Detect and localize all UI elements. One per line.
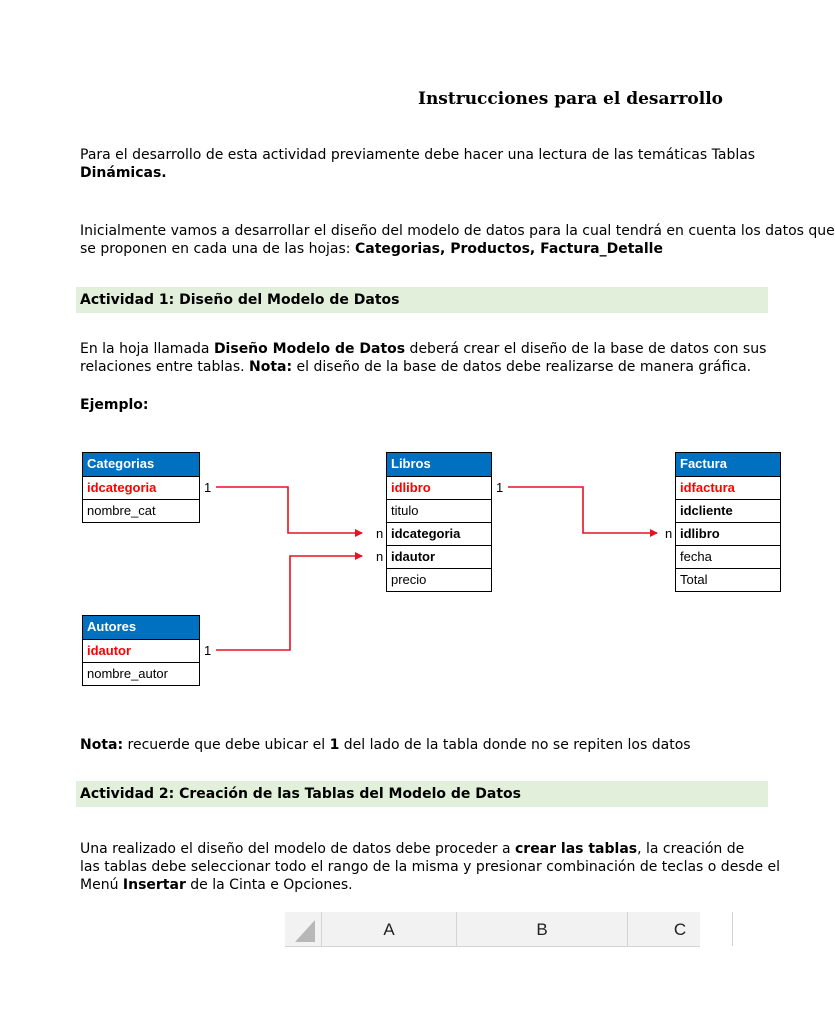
example-label: Ejemplo: xyxy=(80,397,149,413)
section-1-band-extension xyxy=(700,287,768,313)
activity-2-paragraph xyxy=(80,840,780,894)
activity-1-line-2-suffix: el diseño de la base de datos debe realizarse de manera gráfica. xyxy=(292,359,752,375)
arrow-categorias-to-libros xyxy=(216,487,362,533)
insert-menu-bold: Insertar xyxy=(122,877,186,893)
note-paragraph xyxy=(80,736,691,754)
arrow-autores-to-libros xyxy=(216,556,362,650)
spreadsheet-column-header xyxy=(285,912,700,947)
foreign-key-field: idcliente xyxy=(676,499,780,522)
activity-1-line-2-prefix: relaciones entre tablas. xyxy=(80,359,250,375)
primary-key-field: idfactura xyxy=(676,476,780,499)
select-all-corner[interactable] xyxy=(285,912,322,946)
section-1-title: Actividad 1: Diseño del Modelo de Datos xyxy=(80,292,400,308)
page-title: Instrucciones para el desarrollo xyxy=(418,89,723,109)
activity-1-line-1-prefix: En la hoja llamada xyxy=(80,341,214,357)
table-header: Libros xyxy=(387,453,491,476)
activity-2-line-2: las tablas debe seleccionar todo el rango de la misma y presionar combinación de teclas o desde el xyxy=(80,859,781,875)
design-line-2-prefix: se proponen en cada una de las hojas: xyxy=(80,241,355,257)
note-text-2: del lado de la tabla donde no se repiten los datos xyxy=(339,737,691,753)
primary-key-field: idlibro xyxy=(387,476,491,499)
sheet-names: Categorias, Productos, Factura_Detalle xyxy=(354,241,663,257)
note-one: 1 xyxy=(329,737,340,753)
table-header: Factura xyxy=(676,453,780,476)
create-tables-bold: crear las tablas xyxy=(514,841,638,857)
activity-2-line-3-prefix: Menú xyxy=(80,877,123,893)
activity-2-line-1-suffix: , la creación de xyxy=(637,841,745,857)
table-field: fecha xyxy=(676,545,780,568)
column-header-b[interactable]: B xyxy=(457,912,628,946)
table-field: nombre_autor xyxy=(83,662,199,685)
table-header: Categorias xyxy=(83,453,199,476)
activity-2-line-3-suffix: de la Cinta e Opciones. xyxy=(185,877,353,893)
foreign-key-field: idcategoria xyxy=(387,522,491,545)
activity-2-line-1-prefix: Una realizado el diseño del modelo de datos debe proceder a xyxy=(80,841,515,857)
cardinality-one: 1 xyxy=(204,643,212,658)
table-field: titulo xyxy=(387,499,491,522)
section-2-title: Actividad 2: Creación de las Tablas del Modelo de Datos xyxy=(80,786,521,802)
table-categorias xyxy=(82,452,200,523)
primary-key-field: idautor xyxy=(83,639,199,662)
table-factura xyxy=(675,452,781,592)
column-header-a[interactable]: A xyxy=(322,912,457,946)
note-label: Nota: xyxy=(80,737,124,753)
intro-line-2-bold: Dinámicas. xyxy=(80,165,167,181)
arrow-libros-to-factura xyxy=(508,487,657,533)
activity-1-line-1-suffix: deberá crear el diseño de la base de datos con sus xyxy=(405,341,767,357)
table-libros xyxy=(386,452,492,592)
intro-line-1: Para el desarrollo de esta actividad previamente debe hacer una lectura de las temáticas Tablas xyxy=(80,147,756,163)
table-autores xyxy=(82,615,200,686)
cardinality-one: 1 xyxy=(496,480,504,495)
note-text-1: recuerde que debe ubicar el xyxy=(123,737,330,753)
foreign-key-field: idlibro xyxy=(676,522,780,545)
design-line-1: Inicialmente vamos a desarrollar el diseño del modelo de datos para la cual tendrá en cuenta los datos que xyxy=(80,223,835,239)
cardinality-one: 1 xyxy=(204,480,212,495)
table-field: Total xyxy=(676,568,780,591)
sheet-name-bold: Diseño Modelo de Datos xyxy=(213,341,406,357)
table-field: precio xyxy=(387,568,491,591)
table-header: Autores xyxy=(83,616,199,639)
foreign-key-field: idautor xyxy=(387,545,491,568)
cardinality-many: n xyxy=(376,549,384,564)
activity-1-note-label: Nota: xyxy=(249,359,293,375)
cardinality-many: n xyxy=(665,526,673,541)
cardinality-many: n xyxy=(376,526,384,541)
table-field: nombre_cat xyxy=(83,499,199,522)
primary-key-field: idcategoria xyxy=(83,476,199,499)
select-all-triangle-icon xyxy=(285,912,321,946)
column-header-c[interactable]: C xyxy=(628,912,733,946)
section-2-band-extension xyxy=(700,781,768,807)
